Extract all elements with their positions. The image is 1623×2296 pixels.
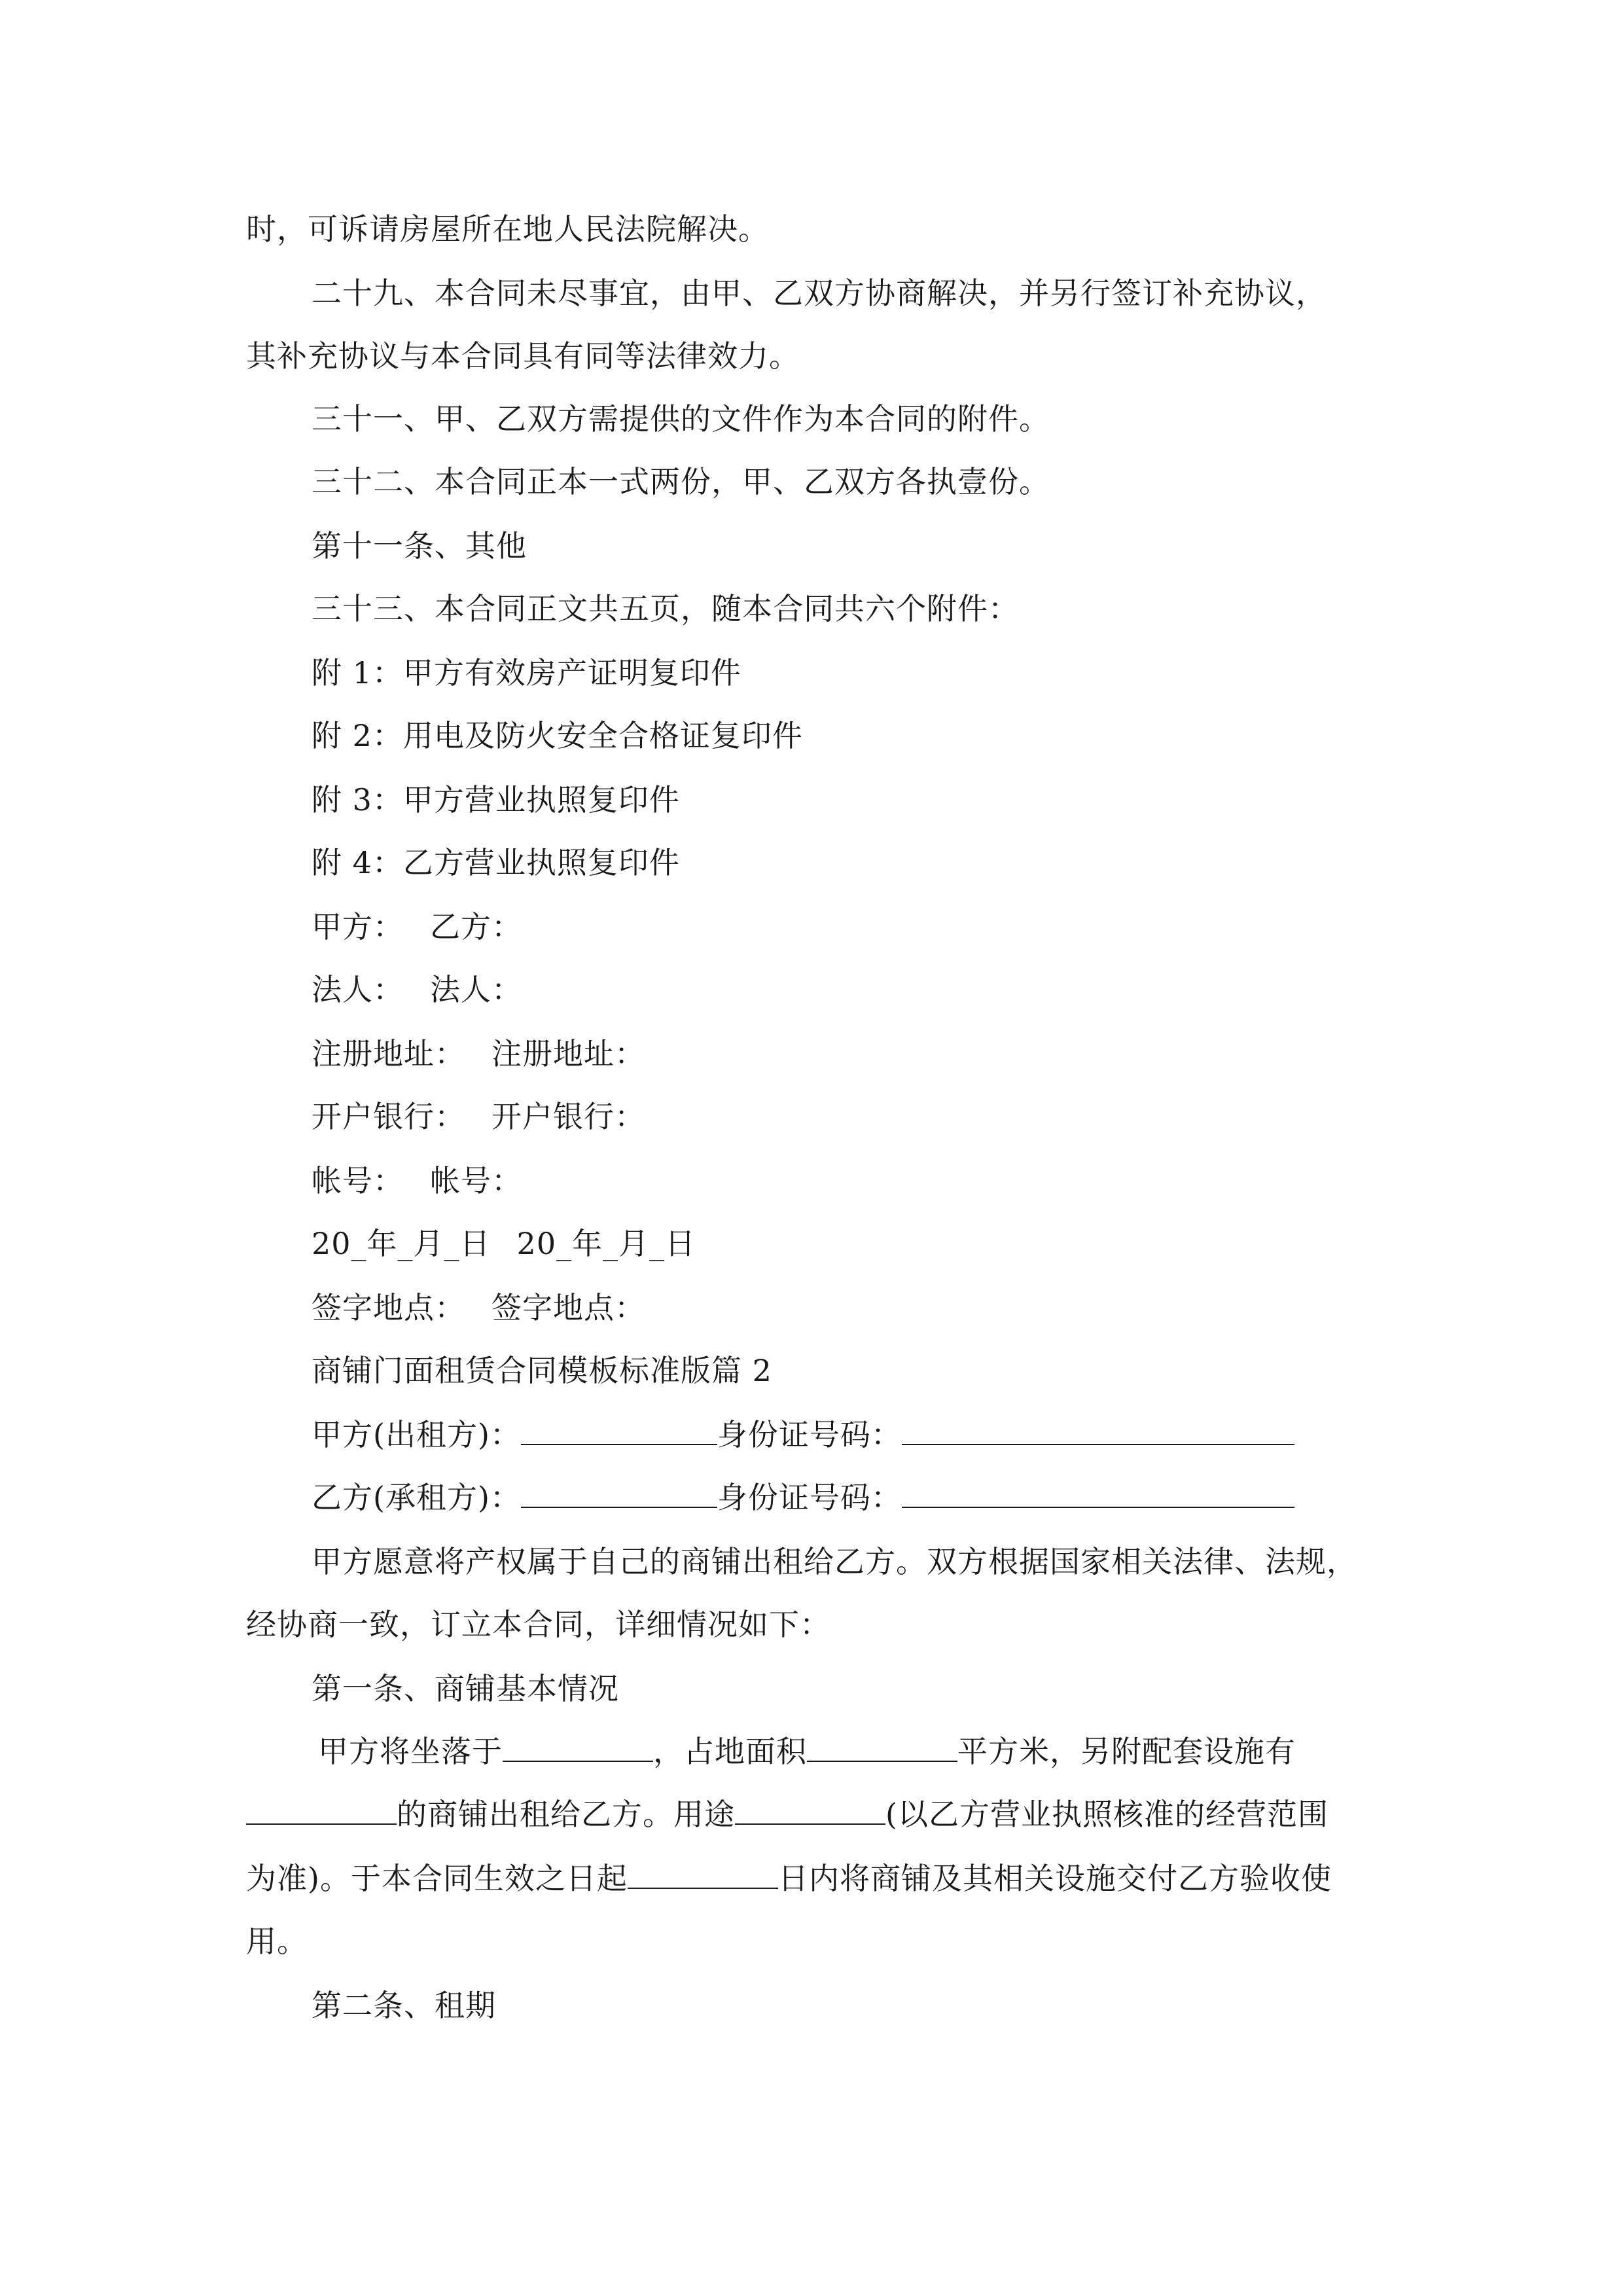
clause-33: 三十三、本合同正文共五页，随本合同共六个附件： xyxy=(312,591,1019,626)
article-1-line-1 xyxy=(318,1732,1296,1771)
usage-blank xyxy=(735,1796,885,1825)
account-a-label: 帐号： xyxy=(312,1163,404,1198)
text-segment: 为准)。于本合同生效之日起 xyxy=(246,1861,628,1896)
article-1-line-4: 用。 xyxy=(246,1924,308,1959)
bank-a-label: 开户银行： xyxy=(312,1099,465,1134)
clause-29: 二十九、本合同未尽事宜，由甲、乙双方协商解决，并另行签订补充协议， xyxy=(312,276,1327,311)
text-segment: (以乙方营业执照核准的经营范围 xyxy=(885,1797,1329,1832)
lessor-name-blank xyxy=(521,1416,717,1445)
text-segment: 甲方将坐落于 xyxy=(318,1734,503,1769)
lessee-name-blank xyxy=(521,1479,717,1508)
lessor-id-blank xyxy=(902,1416,1294,1445)
place-b-label: 签字地点： xyxy=(491,1290,645,1325)
date-b: 20_年_月_日 xyxy=(516,1226,696,1261)
address-a-label: 注册地址： xyxy=(312,1036,465,1071)
date-a: 20_年_月_日 xyxy=(312,1226,491,1261)
article-11-heading: 第十一条、其他 xyxy=(312,528,527,564)
signature-address-row xyxy=(312,1034,645,1073)
lessee-label: 乙方(承租方)： xyxy=(312,1480,521,1515)
attachment-2: 附 2：用电及防火安全合格证复印件 xyxy=(312,718,803,753)
intro-line-1: 甲方愿意将产权属于自己的商铺出租给乙方。双方根据国家相关法律、法规， xyxy=(312,1544,1357,1579)
article-2-heading: 第二条、租期 xyxy=(312,1988,496,2023)
area-blank xyxy=(807,1733,957,1762)
lessee-id-label: 身份证号码： xyxy=(717,1480,902,1515)
facilities-blank xyxy=(246,1796,397,1825)
signature-legal-row xyxy=(312,970,522,1009)
lessor-label: 甲方(出租方)： xyxy=(312,1417,521,1452)
text-segment: ，占地面积 xyxy=(653,1734,807,1769)
intro-line-2: 经协商一致，订立本合同，详细情况如下： xyxy=(246,1607,830,1642)
legal-b-label: 法人： xyxy=(430,972,522,1007)
days-blank xyxy=(628,1860,778,1889)
attachment-1: 附 1：甲方有效房产证明复印件 xyxy=(312,655,741,691)
paragraph-line: 其补充协议与本合同具有同等法律效力。 xyxy=(246,338,800,374)
article-1-line-3 xyxy=(246,1859,1332,1898)
account-b-label: 帐号： xyxy=(430,1163,522,1198)
clause-31: 三十一、甲、乙双方需提供的文件作为本合同的附件。 xyxy=(312,401,1050,437)
lessor-id-label: 身份证号码： xyxy=(717,1417,902,1452)
paragraph-line: 时，可诉请房屋所在地人民法院解决。 xyxy=(246,211,769,247)
article-1-line-2 xyxy=(246,1795,1329,1834)
legal-a-label: 法人： xyxy=(312,972,404,1007)
text-segment: 的商铺出租给乙方。用途 xyxy=(397,1797,735,1832)
lessee-row xyxy=(312,1478,1294,1517)
signature-date-row xyxy=(312,1224,696,1263)
signature-party-row xyxy=(312,907,522,946)
lessee-id-blank xyxy=(902,1479,1294,1508)
article-1-heading: 第一条、商铺基本情况 xyxy=(312,1671,619,1706)
party-b-label: 乙方： xyxy=(430,909,522,944)
signature-bank-row xyxy=(312,1097,645,1136)
lessor-row xyxy=(312,1415,1294,1454)
attachment-4: 附 4：乙方营业执照复印件 xyxy=(312,845,680,880)
place-a-label: 签字地点： xyxy=(312,1290,465,1325)
section-2-title: 商铺门面租赁合同模板标准版篇 2 xyxy=(312,1353,772,1388)
location-blank xyxy=(503,1733,653,1762)
address-b-label: 注册地址： xyxy=(491,1036,645,1071)
text-segment: 平方米，另附配套设施有 xyxy=(957,1734,1296,1769)
signature-account-row xyxy=(312,1161,522,1200)
clause-32: 三十二、本合同正本一式两份，甲、乙双方各执壹份。 xyxy=(312,464,1050,499)
bank-b-label: 开户银行： xyxy=(491,1099,645,1134)
signature-place-row xyxy=(312,1288,645,1327)
text-segment: 日内将商铺及其相关设施交付乙方验收使 xyxy=(777,1861,1332,1896)
attachment-3: 附 3：甲方营业执照复印件 xyxy=(312,782,680,817)
party-a-label: 甲方： xyxy=(312,909,404,944)
